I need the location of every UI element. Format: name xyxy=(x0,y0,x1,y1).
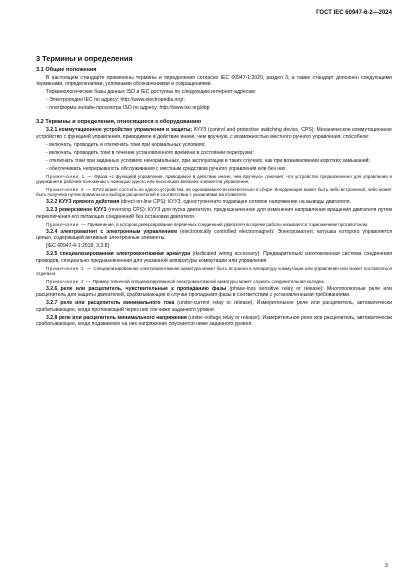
term-definition: (dedicated wiring accessory): Предварительно изготовленная система соединения проводов, специально предназначенная для указанной аппаратуры коммутации или управления. xyxy=(36,251,392,264)
note-text: Специализированная электромонтажная арматура может быть встроена в аппаратуру коммутации или управления или может поставляться отдельно. xyxy=(36,265,392,277)
term-3-2-4 xyxy=(36,229,392,242)
term-definition: КУУЗ (control and protective switching device, CPS): Механическое коммутационное устройство с функцией управления, приводимое в действие иначе, чем вручную, с возможностью местного ручного управления, способное: xyxy=(36,127,392,140)
term-heading: 3.2.6 реле или расцепитель, чувствительные к пропаданию фазы xyxy=(46,285,227,292)
reference: [IEC 60947-4-1:2018, 3.3.8] xyxy=(46,243,109,250)
list-item: - включать, проводить токи в течение установленного времени в состоянии перегрузки; xyxy=(46,149,254,156)
term-definition: (electronically controlled electromagnet): Электромагнит, катушка которого управляется цепью, содержащей активные электронные элементы. xyxy=(36,228,392,242)
term-definition: (under-voltage relay or release): Измерительное реле или расцепитель, автоматически срабатывающее, когда подаваемое на них напряжение опускается ниже заданного уровня. xyxy=(36,314,392,327)
term-heading: 3.2.1 коммутационное устройство управления и защиты; xyxy=(46,127,193,134)
term-definition: (direct-on-line CPS): КУУЗ, одноступенчато подающее сетевое напряжение на выводы двигателя. xyxy=(119,199,351,206)
term-heading: 3.2.2 КУУЗ прямого действия xyxy=(46,199,120,206)
term-3-2-3 xyxy=(36,207,392,220)
term-heading: 3.2.8 реле или расцепитель минимального напряжения xyxy=(46,314,187,321)
list-item-iso-obp: - платформа онлайн-просмотра ISO по адресу: http://www.iso.org/obp xyxy=(46,105,210,112)
term-3-2-8 xyxy=(36,315,392,328)
term-heading: 3.2.3 реверсивное КУУЗ xyxy=(46,207,107,214)
term-3-2-5 xyxy=(36,251,392,264)
standard-header: ГОСТ IEC 60947-6-2—2024 xyxy=(316,10,392,16)
subsection-title-3-1: 3.1 Общие положения xyxy=(36,67,97,73)
note-2 xyxy=(36,187,392,198)
note-1 xyxy=(36,266,392,277)
paragraph: Терминологические базы данных ISO и IEC доступны по следующим интернет-адресам: xyxy=(46,89,257,96)
note xyxy=(36,222,392,228)
term-heading: 3.2.7 реле или расцепитель минимального тока xyxy=(46,300,175,307)
note-text: Фраза «с функцией управления, приводимое в действие иначе, чем вручную» означает, что устройство предназначено для управления и удержания в рабочем положении с помощью одного или нескольких внешних элементов управления. xyxy=(36,173,392,185)
term-heading: 3.2.4 электромагнит с электронным управлением xyxy=(46,228,178,235)
paragraph: В настоящем стандарте применены термины и определения согласно IEC 60947-1:2020, раздел 3, а также стандарт дополнен следующими терминами, определениями, условными обозначениями и сокращениями. xyxy=(36,75,392,88)
term-3-2-1 xyxy=(36,127,392,140)
term-3-2-6 xyxy=(36,286,392,299)
term-definition: (under-current relay or release): Измерительное реле или расцепитель, автоматически срабатывающее, когда протекающий через них ток ниже заданного уровня. xyxy=(36,300,392,313)
page-number: 3 xyxy=(384,563,388,569)
subsection-title-3-2: 3.2 Термины и определения, относящиеся к оборудованию xyxy=(36,119,202,126)
term-3-2-2 xyxy=(36,199,392,205)
note-1 xyxy=(36,174,392,185)
note-label: Примечание 1 — xyxy=(46,265,92,271)
term-definition: (phase-loss sensitive relay or release): Многополюсные реле или расцепитель для защиты двигателей, срабатывающие в случае пропадания фазы в соответствии с установленными требованиями. xyxy=(36,285,392,299)
page-content xyxy=(36,24,392,329)
note-text: Применение, в котором реверсирование первичных соединений двигателя во время работы называется торможением противотоком. xyxy=(86,221,369,227)
note-label: Примечание 2 — xyxy=(46,278,92,284)
note-text: Пример типичной специализированной электромонтажной арматуры может служить соединительная колодка. xyxy=(91,278,325,284)
note-text: КУУЗ может состоять из одного устройства, не оцениваемого исключительно в сборе. Координация может быть либо встроенной, либо может быть получена путем правильного выбора расцепителей в соответствии с указаниями изготовителя. xyxy=(36,186,392,198)
list-item: - обеспечивать непрерывность обслуживания с местным средством ручного управления или без них. xyxy=(46,165,287,172)
list-item: - включать, проводить и отключать токи при нормальных условиях; xyxy=(46,141,206,148)
note-label: Примечание 2 — xyxy=(46,186,92,192)
section-title: 3 Термины и определения xyxy=(36,54,133,63)
note-2 xyxy=(36,279,392,285)
list-item-electropedia: - Электропедия IEC по адресу: http://www.electropedia.org/; xyxy=(46,97,185,104)
note-label: Примечание — xyxy=(46,221,87,227)
term-3-2-7 xyxy=(36,300,392,313)
list-item: - отключать токи при заданных условиях ненормальных, при эксплуатации в таких случаях, как при возникновении коротких замыканий; xyxy=(46,157,370,164)
term-heading: 3.2.5 специализированная электромонтажная арматура xyxy=(46,251,191,258)
term-definition: (reversing CPS): КУУЗ для пуска двигателя, предназначенное для изменения направления вращения двигателя путем переключения его питающих соединений без остановки двигателя. xyxy=(36,207,392,220)
note-label: Примечание 1 — xyxy=(46,173,93,179)
